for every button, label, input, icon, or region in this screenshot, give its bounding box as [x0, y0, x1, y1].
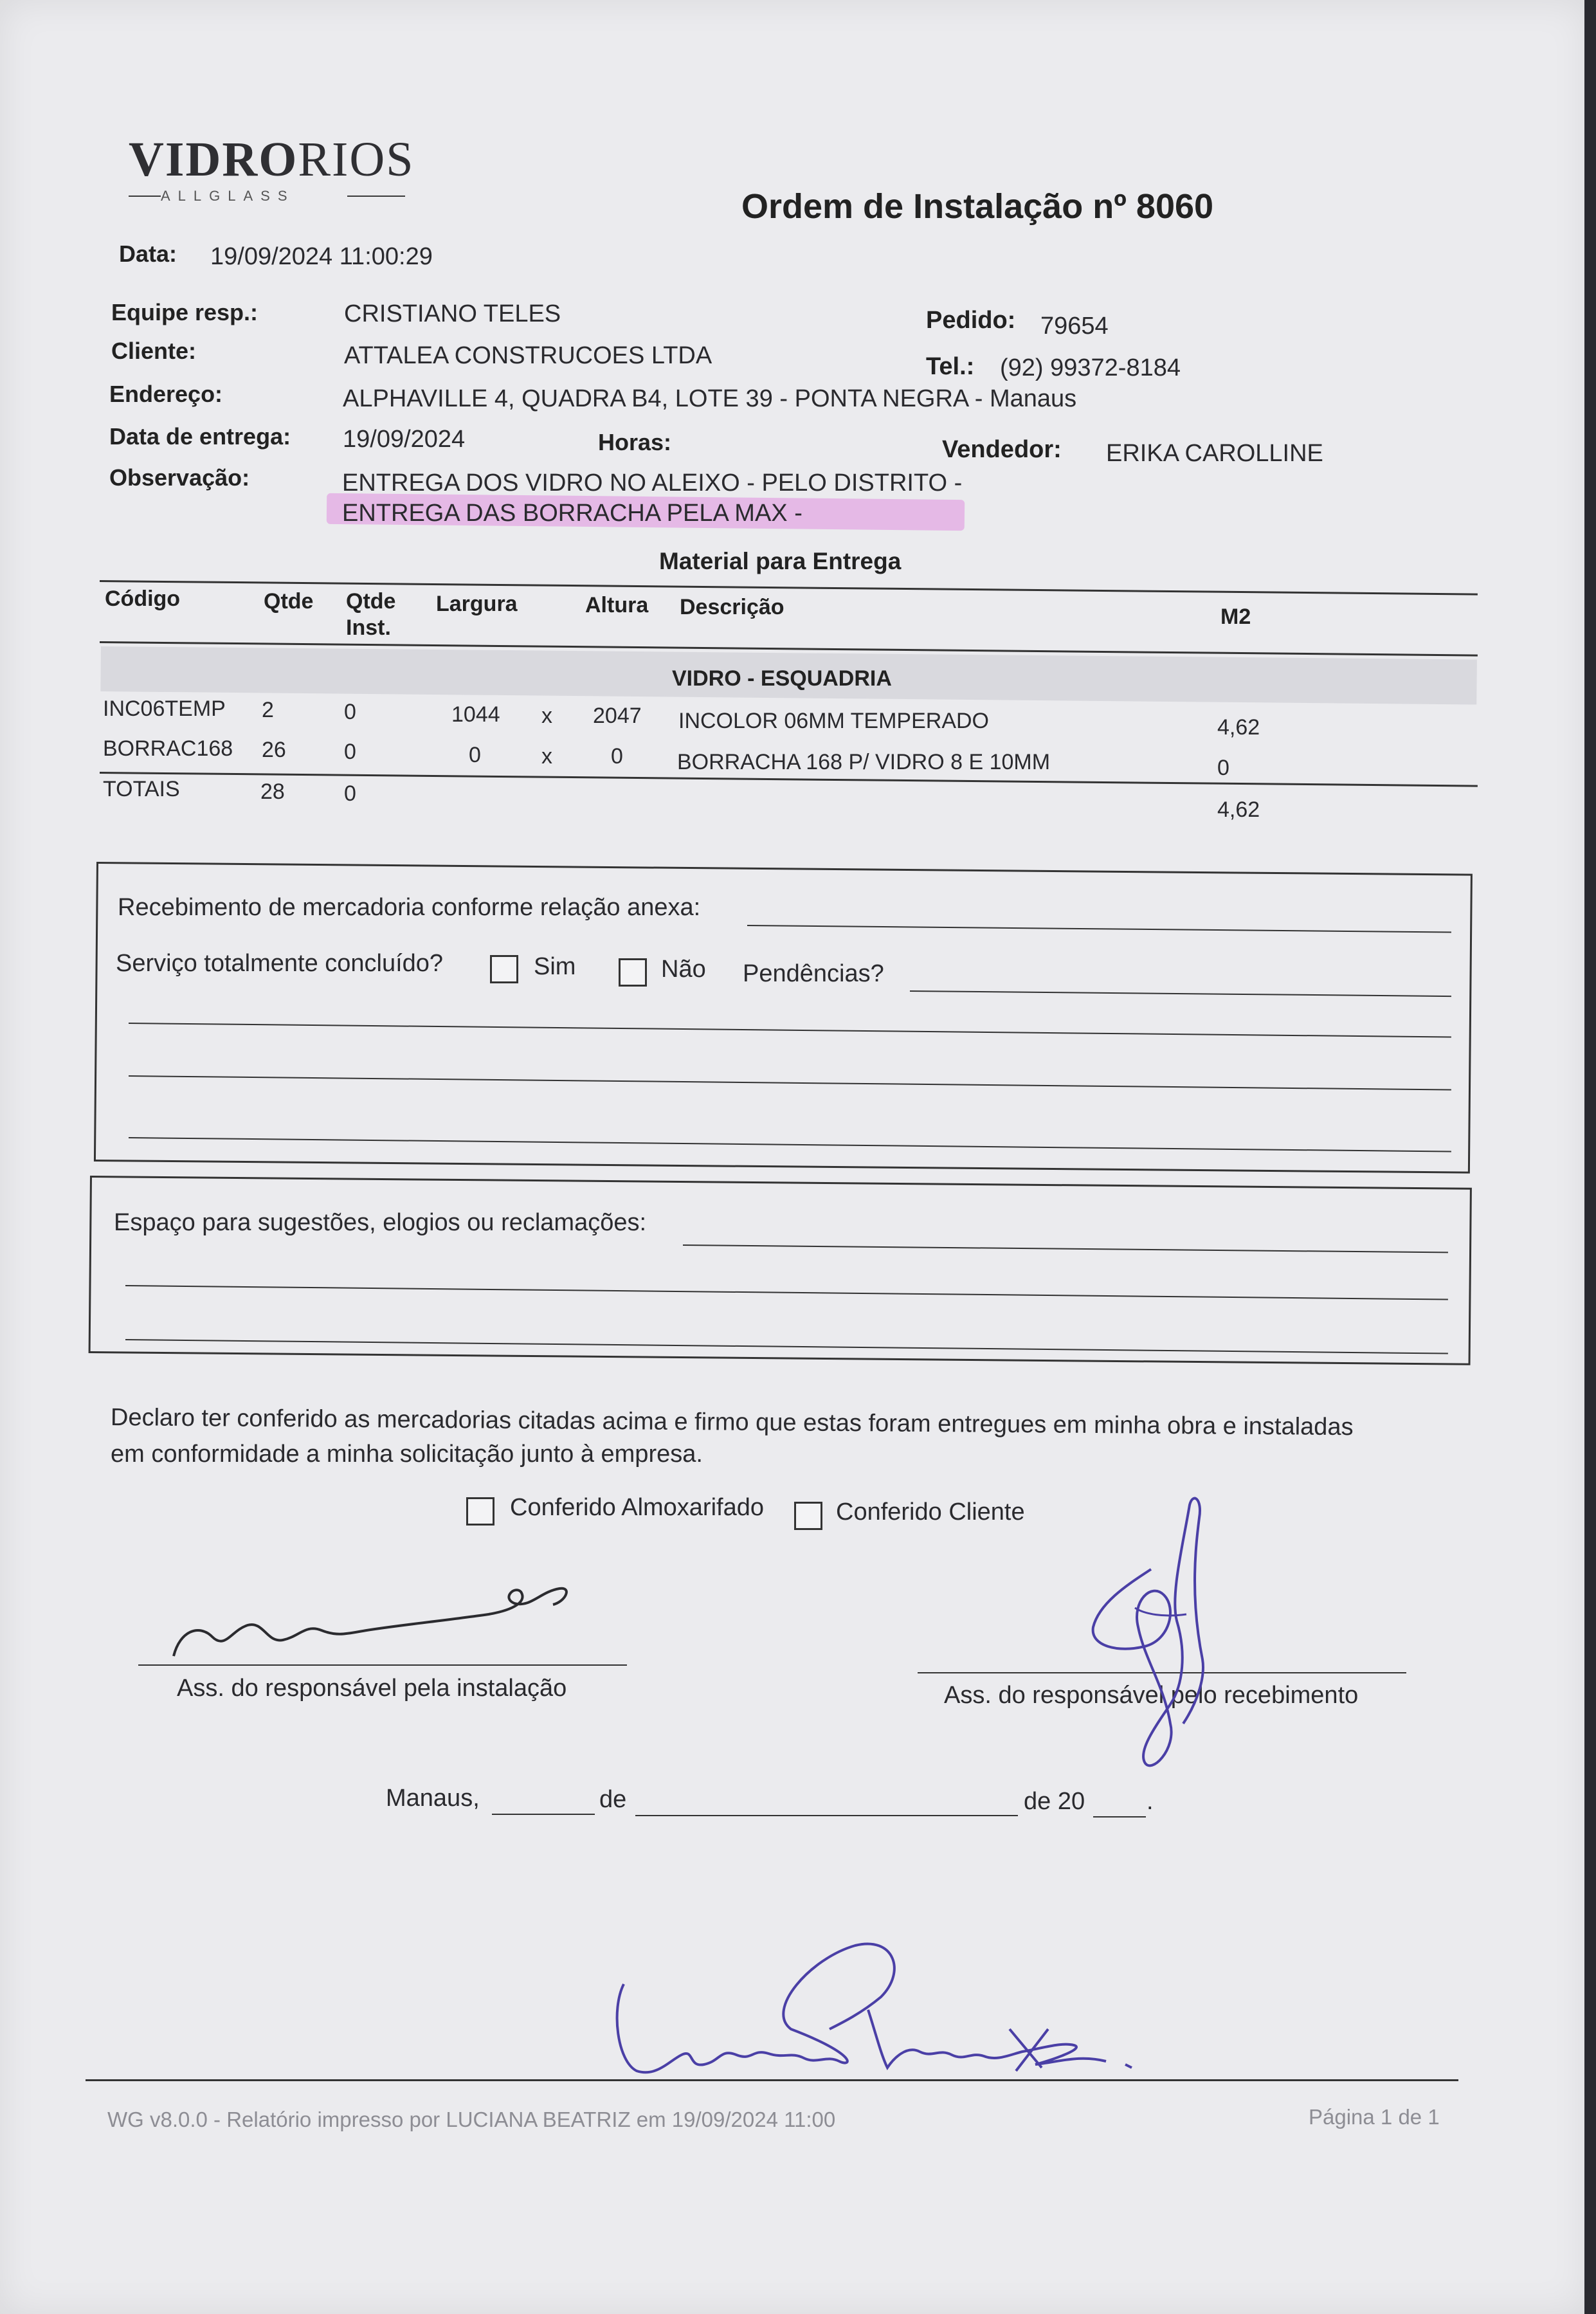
suggestions-box	[89, 1176, 1472, 1365]
row-2-qty-inst: 0	[344, 740, 356, 764]
client-check-label: Conferido Cliente	[836, 1499, 1025, 1526]
warehouse-check-label: Conferido Almoxarifado	[510, 1494, 764, 1521]
service-no-checkbox[interactable]	[619, 958, 647, 987]
row-1-width: 1044	[451, 702, 500, 727]
warehouse-checkbox[interactable]	[466, 1497, 494, 1526]
place-city: Manaus,	[386, 1785, 480, 1812]
day-blank[interactable]	[492, 1814, 595, 1815]
order-label: Pedido:	[926, 307, 1016, 334]
row-2-code: BORRAC168	[103, 736, 233, 761]
row-1-x: x	[541, 704, 552, 728]
group-label: VIDRO - ESQUADRIA	[672, 666, 892, 691]
service-yes-label: Sim	[534, 953, 576, 980]
totals-m2: 4,62	[1217, 797, 1260, 822]
col-header-height: Altura	[585, 593, 649, 617]
totals-label: TOTAIS	[103, 777, 180, 801]
suggestions-label: Espaço para sugestões, elogios ou reclamações:	[114, 1209, 647, 1236]
col-header-m2: M2	[1220, 605, 1251, 629]
installer-signature	[154, 1585, 604, 1663]
year-blank[interactable]	[1093, 1816, 1146, 1817]
hours-label: Horas:	[598, 429, 672, 455]
row-2-height: 0	[611, 744, 623, 769]
installer-signature-label: Ass. do responsável pela instalação	[177, 1675, 567, 1702]
service-yes-checkbox[interactable]	[490, 955, 518, 983]
receiver-signature	[1074, 1492, 1228, 1775]
address-label: Endereço:	[109, 381, 223, 407]
row-2-x: x	[541, 744, 552, 769]
row-2-width: 0	[469, 743, 481, 767]
client-checkbox[interactable]	[794, 1502, 822, 1530]
col-header-description: Descrição	[680, 595, 784, 619]
receiver-signature-label: Ass. do responsável pelo recebimento	[944, 1682, 1359, 1709]
col-header-qty-inst-2: Inst.	[346, 615, 391, 640]
footer-report-info: WG v8.0.0 - Relatório impresso por LUCIANA BEATRIZ em 19/09/2024 11:00	[107, 2108, 836, 2131]
month-blank[interactable]	[635, 1815, 1018, 1816]
pending-label: Pendências?	[743, 960, 884, 987]
logo-text-main: VIDRO	[129, 132, 298, 187]
place-de-1: de	[599, 1786, 627, 1813]
col-header-code: Código	[105, 587, 181, 611]
row-2-m2: 0	[1217, 756, 1229, 780]
notes-line-1: ENTREGA DOS VIDRO NO ALEIXO - PELO DISTRITO -	[342, 469, 963, 497]
row-1-height: 2047	[593, 704, 642, 728]
row-2-description: BORRACHA 168 P/ VIDRO 8 E 10MM	[677, 750, 1051, 774]
declaration-line-2: em conformidade a minha solicitação junto à empresa.	[111, 1441, 703, 1468]
footer-rule	[86, 2079, 1458, 2081]
delivery-date-label: Data de entrega:	[109, 423, 291, 450]
team-label: Equipe resp.:	[111, 299, 258, 325]
notes-line-2: ENTREGA DAS BORRACHA PELA MAX -	[342, 500, 803, 527]
totals-qty: 28	[260, 779, 285, 804]
logo-underline	[129, 196, 161, 197]
row-2-qty: 26	[262, 738, 286, 762]
printer-signature	[598, 1933, 1164, 2087]
logo-text-accent: RIOS	[298, 132, 415, 187]
team-value: CRISTIANO TELES	[344, 300, 561, 327]
notes-label: Observação:	[109, 464, 250, 491]
logo-subtitle: ALLGLASS	[161, 188, 295, 204]
service-no-label: Não	[661, 956, 706, 983]
row-1-qty-inst: 0	[344, 700, 356, 724]
client-label: Cliente:	[111, 338, 197, 364]
place-end: .	[1147, 1788, 1154, 1815]
document-title: Ordem de Instalação nº 8060	[741, 187, 1214, 226]
place-de-2: de 20	[1024, 1788, 1085, 1815]
date-label: Data:	[119, 241, 177, 267]
installer-signature-line[interactable]	[138, 1664, 627, 1666]
scan-edge	[1584, 0, 1596, 2314]
seller-value: ERIKA CAROLLINE	[1106, 440, 1323, 467]
footer-page-number: Página 1 de 1	[1309, 2105, 1440, 2129]
delivery-date-value: 19/09/2024	[343, 426, 466, 453]
row-1-qty: 2	[262, 698, 274, 722]
received-label: Recebimento de mercadoria conforme relação anexa:	[118, 894, 701, 921]
date-value: 19/09/2024 11:00:29	[210, 243, 433, 270]
row-1-code: INC06TEMP	[103, 697, 226, 721]
service-label: Serviço totalmente concluído?	[116, 950, 444, 977]
col-header-qty-inst: Qtde	[346, 589, 396, 614]
logo-underline	[347, 196, 405, 197]
totals-qty-inst: 0	[344, 781, 356, 806]
order-value: 79654	[1040, 313, 1109, 340]
address-value: ALPHAVILLE 4, QUADRA B4, LOTE 39 - PONTA NEGRA - Manaus	[343, 385, 1077, 412]
phone-value: (92) 99372-8184	[1000, 354, 1181, 381]
material-title: Material para Entrega	[659, 548, 902, 574]
client-value: ATTALEA CONSTRUCOES LTDA	[344, 342, 712, 369]
row-1-m2: 4,62	[1217, 715, 1260, 740]
phone-label: Tel.:	[926, 353, 975, 380]
row-1-description: INCOLOR 06MM TEMPERADO	[678, 709, 990, 733]
declaration-line-1: Declaro ter conferido as mercadorias citadas acima e firmo que estas foram entregues em minha obra e instaladas	[110, 1404, 1354, 1441]
company-logo	[129, 132, 415, 188]
col-header-qty: Qtde	[264, 589, 314, 614]
seller-label: Vendedor:	[942, 436, 1062, 463]
col-header-width: Largura	[436, 592, 518, 616]
